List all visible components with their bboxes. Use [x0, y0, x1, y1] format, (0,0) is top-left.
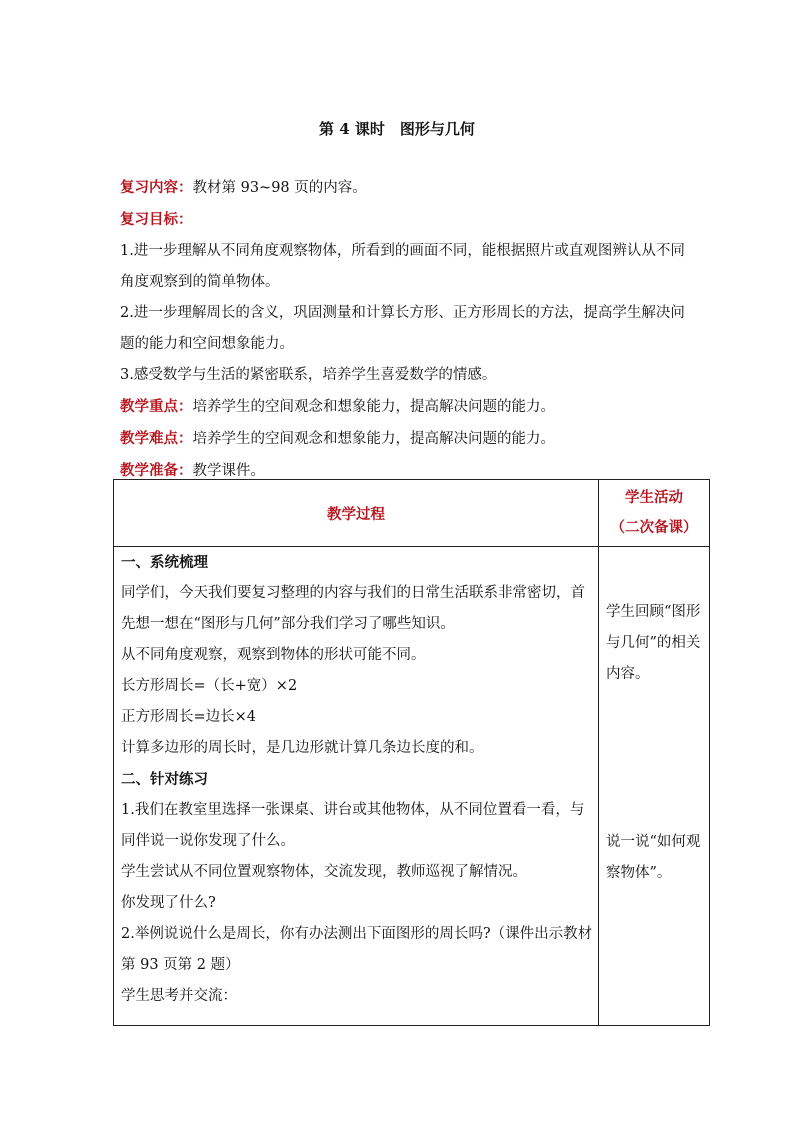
process-line: 你发现了什么? — [121, 895, 216, 911]
preparation-text: 教学课件。 — [192, 463, 265, 479]
process-line: 长方形周长=（长+宽）×2 — [121, 678, 298, 694]
activity-note: 说一说“如何观察物体”。 — [606, 834, 701, 881]
header-side-line1: 学生活动 — [625, 489, 683, 506]
process-line: 学生思考并交流： — [121, 988, 237, 1004]
review-content-label: 复习内容： — [120, 179, 193, 196]
review-goals-heading — [120, 204, 690, 236]
process-line: 1.我们在教室里选择一张课桌、讲台或其他物体，从不同位置看一看，与同伴说一说你发现了什么。 — [121, 802, 585, 849]
preparation-label: 教学准备： — [120, 462, 193, 479]
teaching-process-table — [113, 479, 710, 1026]
activity-note: 学生回顾“图形与几何”的相关内容。 — [606, 604, 701, 682]
process-line: 从不同角度观察，观察到物体的形状可能不同。 — [121, 647, 426, 663]
review-content-text: 教材第 93~98 页的内容。 — [192, 180, 367, 196]
difficulties-text: 培养学生的空间观念和想象能力，提高解决问题的能力。 — [192, 431, 555, 447]
process-line: 2.举例说说什么是周长，你有办法测出下面图形的周长吗?（课件出示教材第 93 页第 2 题） — [121, 926, 593, 973]
section-title: 一、系统梳理 — [121, 554, 208, 571]
key-points-text: 培养学生的空间观念和想象能力，提高解决问题的能力。 — [192, 399, 555, 415]
process-line: 学生尝试从不同位置观察物体，交流发现，教师巡视了解情况。 — [121, 864, 527, 880]
key-points-label: 教学重点： — [120, 398, 193, 415]
process-content — [114, 547, 599, 1026]
review-goals-label: 复习目标： — [120, 211, 193, 228]
process-line: 计算多边形的周长时，是几边形就计算几条边长度的和。 — [121, 740, 484, 756]
lesson-intro — [120, 172, 690, 487]
lesson-title: 第 4 课时 图形与几何 — [319, 120, 475, 138]
section-title: 二、针对练习 — [121, 771, 208, 788]
goal-item: 1.进一步理解从不同角度观察物体，所看到的画面不同，能根据照片或直观图辨认从不同角度观察到的简单物体。 — [120, 243, 685, 290]
difficulties — [120, 423, 690, 455]
header-student-activity — [599, 480, 710, 547]
review-content — [120, 172, 690, 204]
header-side-line2: （二次备课） — [610, 519, 698, 536]
header-teaching-process: 教学过程 — [114, 480, 599, 547]
table-body-row — [114, 547, 710, 1026]
key-points — [120, 391, 690, 423]
process-line: 同学们，今天我们要复习整理的内容与我们的日常生活联系非常密切，首先想一想在“图形与几何”部分我们学习了哪些知识。 — [121, 585, 585, 632]
process-line: 正方形周长=边长×4 — [121, 709, 257, 725]
goal-item: 3.感受数学与生活的紧密联系，培养学生喜爱数学的情感。 — [120, 367, 497, 383]
student-activity-cell — [599, 547, 710, 1026]
table-header-row — [114, 480, 710, 547]
difficulties-label: 教学难点： — [120, 430, 193, 447]
goal-item: 2.进一步理解周长的含义，巩固测量和计算长方形、正方形周长的方法，提高学生解决问题的能力和空间想象能力。 — [120, 305, 685, 352]
